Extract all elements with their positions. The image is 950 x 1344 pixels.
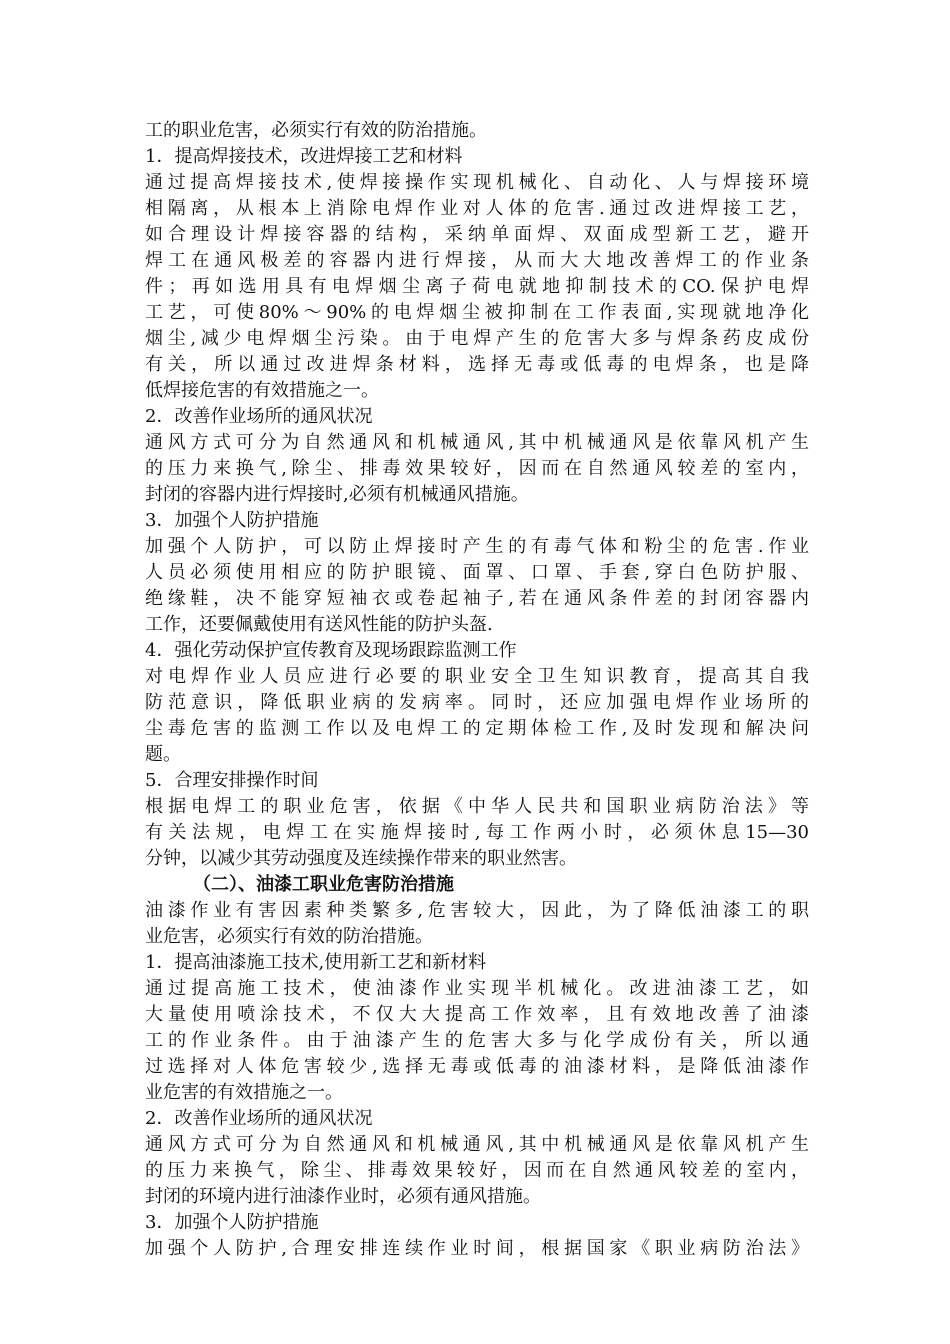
text-line: 的压力来换气,除尘、排毒效果较好，因而在自然通风较差的室内， (145, 458, 809, 479)
text-line: 尘毒危害的监测工作以及电焊工的定期体检工作,及时发现和解决问 (145, 718, 809, 739)
text-line: 工的作业条件。由于油漆产生的危害大多与化学成份有关，所以通 (145, 1030, 809, 1051)
text-line: 通过提高施工技术，使油漆作业实现半机械化。改进油漆工艺，如 (145, 978, 809, 999)
text-line: 绝缘鞋，决不能穿短袖衣或卷起袖子,若在通风条件差的封闭容器内 (145, 588, 809, 609)
text-line: 根据电焊工的职业危害，依据《中华人民共和国职业病防治法》等 (145, 796, 809, 817)
text-line: 通风方式可分为自然通风和机械通风,其中机械通风是依靠风机产生 (145, 1134, 809, 1155)
text-line: 业危害的有效措施之一。 (145, 1082, 343, 1103)
section-heading: （二）、油漆工职业危害防治措施 (193, 874, 454, 895)
numbered-item-heading: 4．强化劳动保护宣传教育及现场跟踪监测工作 (145, 640, 517, 661)
numbered-item-heading: 1．提高焊接技术，改进焊接工艺和材料 (145, 146, 463, 167)
text-line: 的压力来换气，除尘、排毒效果较好，因而在自然通风较差的室内， (145, 1160, 809, 1181)
text-line: 烟尘,减少电焊烟尘污染。由于电焊产生的危害大多与焊条药皮成份 (145, 328, 809, 349)
text-line: 如合理设计焊接容器的结构，采纳单面焊、双面成型新工艺，避开 (145, 224, 809, 245)
text-line: 油漆作业有害因素种类繁多,危害较大，因此，为了降低油漆工的职 (145, 900, 809, 921)
text-line: 相隔离，从根本上消除电焊作业对人体的危害.通过改进焊接工艺， (145, 198, 809, 219)
text-line: 大量使用喷涂技术，不仅大大提高工作效率，且有效地改善了油漆 (145, 1004, 809, 1025)
text-line: 人员必须使用相应的防护眼镜、面罩、口罩、手套,穿白色防护服、 (145, 562, 809, 583)
text-line: 件；再如选用具有电焊烟尘离子荷电就地抑制技术的CO.保护电焊 (145, 276, 809, 297)
text-line: 加强个人防护，可以防止焊接时产生的有毒气体和粉尘的危害.作业 (145, 536, 809, 557)
text-line: 焊工在通风极差的容器内进行焊接，从而大大地改善焊工的作业条 (145, 250, 809, 271)
text-line: 加强个人防护,合理安排连续作业时间，根据国家《职业病防治法》 (145, 1238, 809, 1259)
text-line: 题。 (145, 744, 181, 765)
text-line: 分钟，以减少其劳动强度及连续操作带来的职业然害。 (145, 848, 577, 869)
text-line: 通过提高焊接技术,使焊接操作实现机械化、自动化、人与焊接环境 (145, 172, 809, 193)
text-line: 业危害，必须实行有效的防治措施。 (145, 926, 433, 947)
text-line: 低焊接危害的有效措施之一。 (145, 380, 379, 401)
text-line: 对电焊作业人员应进行必要的职业安全卫生知识教育，提高其自我 (145, 666, 809, 687)
numbered-item-heading: 2．改善作业场所的通风状况 (145, 1108, 373, 1129)
numbered-item-heading: 5．合理安排操作时间 (145, 770, 319, 791)
text-line: 封闭的环境内进行油漆作业时，必须有通风措施。 (145, 1186, 541, 1207)
text-line: 防范意识，降低职业病的发病率。同时，还应加强电焊作业场所的 (145, 692, 809, 713)
text-line: 有关法规，电焊工在实施焊接时,每工作两小时，必须休息15—30 (145, 822, 809, 843)
numbered-item-heading: 2．改善作业场所的通风状况 (145, 406, 373, 427)
text-line: 工作，还要佩戴使用有送风性能的防护头盔. (145, 614, 493, 635)
text-line: 过选择对人体危害较少,选择无毒或低毒的油漆材料，是降低油漆作 (145, 1056, 809, 1077)
numbered-item-heading: 1．提高油漆施工技术,使用新工艺和新材料 (145, 952, 487, 973)
text-line: 封闭的容器内进行焊接时,必须有机械通风措施。 (145, 484, 529, 505)
text-line: 工的职业危害，必须实行有效的防治措施。 (145, 120, 487, 141)
text-line: 通风方式可分为自然通风和机械通风,其中机械通风是依靠风机产生 (145, 432, 809, 453)
numbered-item-heading: 3．加强个人防护措施 (145, 510, 319, 531)
text-line: 有关，所以通过改进焊条材料，选择无毒或低毒的电焊条，也是降 (145, 354, 809, 375)
numbered-item-heading: 3．加强个人防护措施 (145, 1212, 319, 1233)
document-page (145, 118, 809, 1262)
text-line: 工艺，可使80%～90%的电焊烟尘被抑制在工作表面,实现就地净化 (145, 302, 809, 323)
